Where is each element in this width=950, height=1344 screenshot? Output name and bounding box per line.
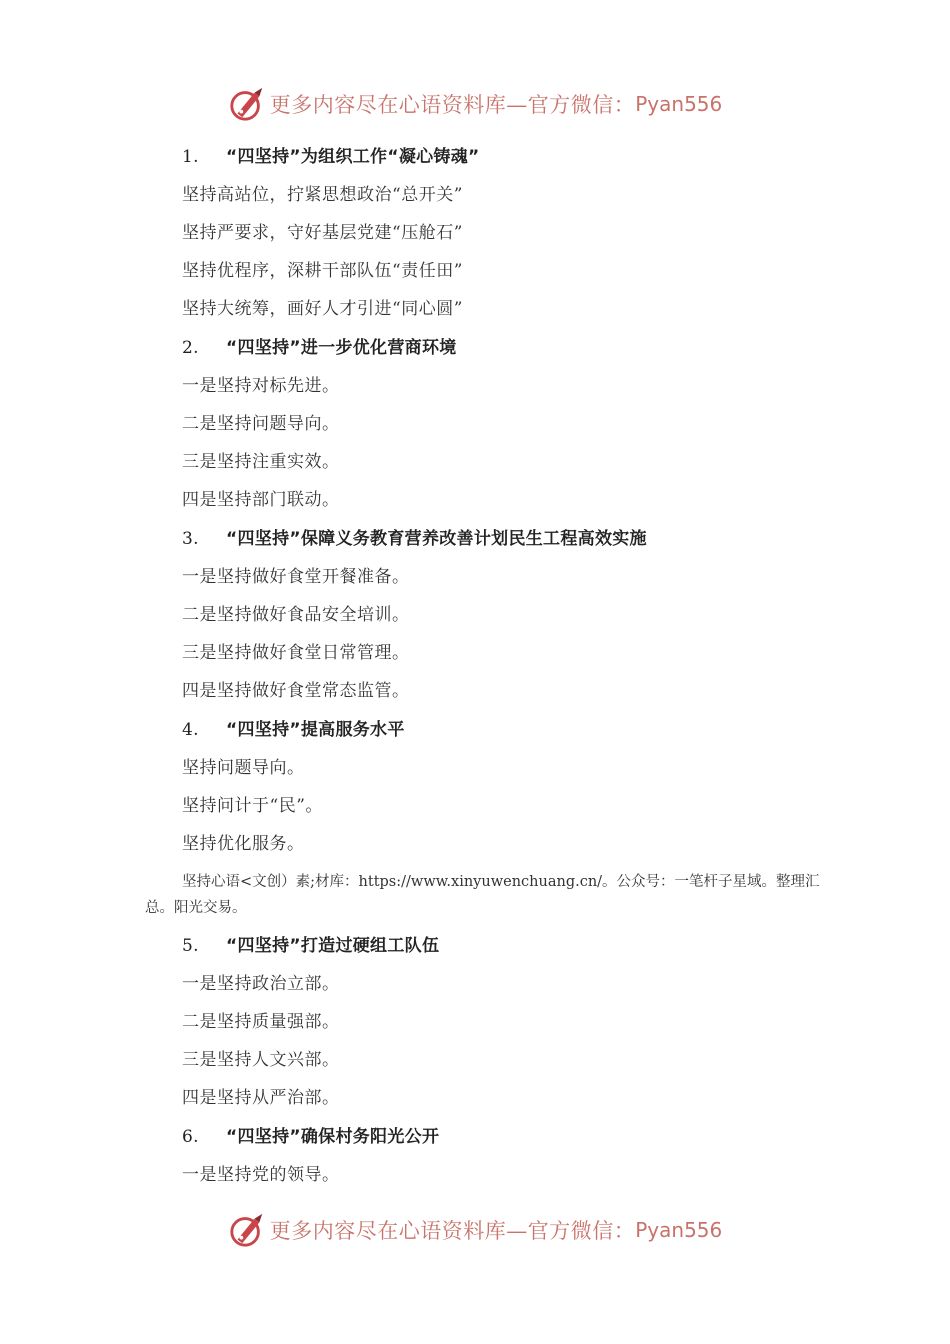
section-heading [182, 528, 647, 550]
list-item: 二是坚持质量强部。 [182, 1012, 340, 1032]
list-item: 坚持优化服务。 [182, 834, 305, 854]
banner-text: 更多内容尽在心语资料库—官方微信： [269, 1219, 636, 1243]
banner-wechat-id: Pyan556 [635, 92, 723, 116]
list-item: 坚持高站位，拧紧思想政治“总开关” [182, 185, 463, 205]
section-heading [182, 337, 457, 359]
section-heading [182, 1126, 439, 1148]
banner-text: 更多内容尽在心语资料库—官方微信： [269, 93, 636, 117]
section-heading [182, 719, 405, 741]
list-item: 三是坚持人文兴部。 [182, 1050, 340, 1070]
list-item: 一是坚持做好食堂开餐准备。 [182, 567, 410, 587]
section-title: “四坚持”为组织工作“凝心铸魂” [226, 147, 480, 167]
list-item: 二是坚持做好食品安全培训。 [182, 605, 410, 625]
section-title: “四坚持”提高服务水平 [226, 720, 405, 740]
banner-wechat-id: Pyan556 [635, 1218, 723, 1242]
list-item: 一是坚持对标先进。 [182, 376, 340, 396]
header-banner [0, 82, 950, 126]
section-title: “四坚持”确保村务阳光公开 [226, 1127, 440, 1147]
list-item: 一是坚持党的领导。 [182, 1165, 340, 1185]
list-item: 坚持优程序，深耕干部队伍“责任田” [182, 261, 463, 281]
source-note: 坚持心语<文创）素;材库：https://www.xinyuwenchuang.cn/。公众号：一笔杆子星域。整理汇总。阳光交易。 [145, 874, 820, 916]
list-item: 坚持严要求，守好基层党建“压舱石” [182, 223, 463, 243]
section-number: 6. [182, 1127, 199, 1147]
list-item: 四是坚持做好食堂常态监管。 [182, 681, 410, 701]
list-item: 一是坚持政治立部。 [182, 974, 340, 994]
list-item: 坚持问计于“民”。 [182, 796, 323, 816]
section-number: 5. [182, 936, 199, 956]
pen-logo-icon [228, 1211, 266, 1249]
section-number: 3. [182, 529, 199, 549]
list-item: 坚持大统筹，画好人才引进“同心圆” [182, 299, 463, 319]
section-number: 2. [182, 338, 199, 358]
list-item: 二是坚持问题导向。 [182, 414, 340, 434]
list-item: 坚持问题导向。 [182, 758, 305, 778]
section-title: “四坚持”进一步优化营商环境 [226, 338, 457, 358]
list-item: 四是坚持部门联动。 [182, 490, 340, 510]
list-item: 四是坚持从严治部。 [182, 1088, 340, 1108]
section-title: “四坚持”打造过硬组工队伍 [226, 936, 440, 956]
list-item: 三是坚持做好食堂日常管理。 [182, 643, 410, 663]
section-heading [182, 146, 480, 168]
footer-banner [0, 1208, 950, 1252]
pen-logo-icon [228, 85, 266, 123]
section-title: “四坚持”保障义务教育营养改善计划民生工程高效实施 [226, 529, 647, 549]
list-item: 三是坚持注重实效。 [182, 452, 340, 472]
section-heading [182, 935, 439, 957]
section-number: 4. [182, 720, 199, 740]
section-number: 1. [182, 147, 199, 167]
